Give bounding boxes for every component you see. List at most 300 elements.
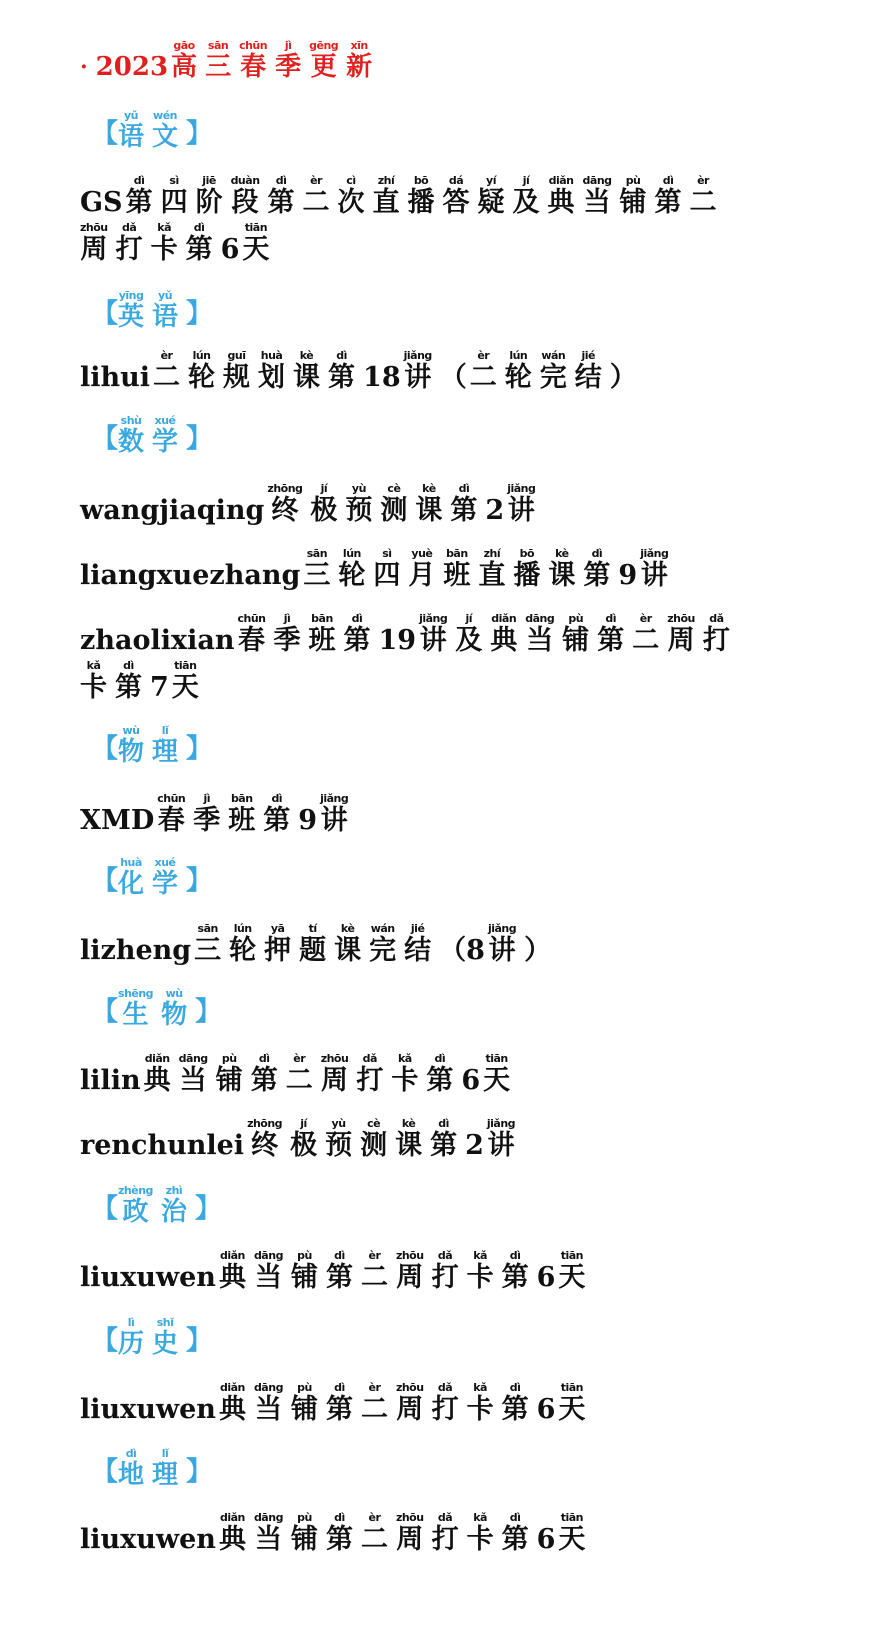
pinyin-char	[254, 1382, 283, 1423]
pinyin-char	[548, 548, 575, 589]
pinyin: èr	[360, 1381, 388, 1394]
latin-text: ）	[524, 935, 552, 966]
pinyin: tiān	[171, 659, 199, 672]
pinyin-char	[470, 350, 497, 391]
hanzi: 第	[501, 1394, 529, 1425]
pinyin-char	[152, 857, 178, 897]
hanzi: 轮	[229, 935, 257, 966]
pinyin-char	[219, 1250, 246, 1291]
pinyin-char	[597, 613, 624, 654]
pinyin-char	[513, 548, 540, 589]
hanzi: 终	[271, 495, 299, 526]
hanzi: 二	[360, 1262, 388, 1293]
hanzi: 卡	[80, 672, 107, 703]
hanzi: 当	[254, 1394, 282, 1425]
hanzi: 周	[80, 234, 108, 265]
pinyin-char	[194, 923, 221, 964]
hanzi: 规	[223, 362, 251, 393]
hanzi: 轮	[338, 560, 366, 591]
pinyin-char	[505, 350, 532, 391]
section-heading-history	[92, 1317, 212, 1357]
pinyin: dǎ	[702, 612, 730, 625]
pinyin-char	[620, 175, 647, 216]
pinyin-char	[172, 660, 199, 701]
teacher-name: lilin	[80, 1065, 141, 1096]
pinyin-char	[326, 1382, 353, 1423]
hanzi: 高	[171, 52, 198, 82]
pinyin-char	[264, 923, 291, 964]
pinyin-char	[275, 40, 301, 80]
bracket-open: 【	[92, 997, 119, 1027]
hanzi: 学	[152, 427, 179, 457]
hanzi: 周	[396, 1524, 424, 1555]
hanzi: 典	[143, 1065, 171, 1096]
pinyin-char	[310, 483, 337, 524]
pinyin-char	[321, 1053, 349, 1094]
course-entry	[80, 1250, 593, 1291]
hanzi: 英	[118, 302, 145, 332]
pinyin: dǎ	[356, 1052, 384, 1065]
hanzi: 卡	[150, 234, 178, 265]
pinyin: kè	[395, 1117, 423, 1130]
pinyin: sān	[205, 39, 232, 52]
pinyin-char	[558, 1382, 585, 1423]
pinyin-char	[562, 613, 589, 654]
pinyin-char	[395, 1118, 422, 1159]
pinyin: chūn	[157, 792, 186, 805]
hanzi: 语	[152, 302, 179, 332]
pinyin-char	[396, 1250, 424, 1291]
hanzi: 段	[231, 187, 259, 218]
hanzi: 课	[334, 935, 362, 966]
pinyin-char	[583, 175, 612, 216]
pinyin: jí	[512, 174, 540, 187]
pinyin: lún	[188, 349, 216, 362]
hanzi: 讲	[640, 560, 668, 591]
hanzi: 讲	[419, 625, 447, 656]
pinyin-char	[80, 222, 108, 263]
bracket-close: 】	[186, 299, 213, 329]
pinyin: èr	[689, 174, 717, 187]
pinyin: dì	[267, 174, 295, 187]
hanzi: 天	[171, 672, 199, 703]
pinyin: yǔ	[118, 109, 145, 122]
pinyin-char	[303, 175, 330, 216]
pinyin: dì	[450, 482, 478, 495]
hanzi: 划	[258, 362, 286, 393]
pinyin: kǎ	[80, 659, 107, 672]
hanzi: 周	[396, 1262, 424, 1293]
hanzi: 季	[193, 805, 221, 836]
pinyin: tí	[299, 922, 327, 935]
pinyin-char	[144, 1053, 171, 1094]
pinyin-char	[432, 1382, 459, 1423]
pinyin-char	[391, 1053, 418, 1094]
hanzi: 二	[469, 362, 497, 393]
pinyin-char	[478, 548, 505, 589]
pinyin-char	[326, 1512, 353, 1553]
hanzi: 打	[431, 1524, 459, 1555]
pinyin-char	[487, 1118, 515, 1159]
course-entry	[80, 1512, 593, 1553]
pinyin: dì	[325, 1511, 353, 1524]
pinyin-char	[157, 793, 185, 834]
pinyin-char	[186, 222, 213, 263]
pinyin: dì	[125, 174, 153, 187]
pinyin: gāo	[171, 39, 198, 52]
pinyin-char	[320, 793, 348, 834]
hanzi: 理	[152, 737, 179, 767]
pinyin-char	[443, 548, 470, 589]
pinyin: dì	[325, 1381, 353, 1394]
latin-text: 9	[618, 560, 638, 591]
hanzi: 第	[583, 560, 611, 591]
hanzi: 周	[667, 625, 695, 656]
pinyin-char	[251, 1053, 278, 1094]
pinyin-char	[152, 1317, 178, 1357]
hanzi: 四	[373, 560, 401, 591]
pinyin: huà	[258, 349, 286, 362]
pinyin-char	[118, 1317, 144, 1357]
pinyin: shēng	[118, 987, 154, 1000]
bracket-open: 【	[92, 119, 119, 149]
hanzi: 完	[539, 362, 567, 393]
bullet: ·	[80, 54, 88, 80]
pinyin: lún	[229, 922, 257, 935]
pinyin-char	[373, 548, 400, 589]
hanzi: 讲	[488, 935, 516, 966]
hanzi: 课	[548, 560, 576, 591]
hanzi: 铺	[562, 625, 590, 656]
pinyin: dǎ	[431, 1511, 459, 1524]
hanzi: 四	[160, 187, 188, 218]
pinyin-char	[273, 613, 300, 654]
pinyin: dì	[583, 547, 611, 560]
hanzi: 轮	[504, 362, 532, 393]
pinyin: dá	[442, 174, 470, 187]
pinyin-char	[369, 923, 396, 964]
hanzi: 及	[455, 625, 483, 656]
pinyin: zhōu	[667, 612, 695, 625]
pinyin-char	[80, 660, 107, 701]
hanzi: 卡	[391, 1065, 419, 1096]
pinyin: jiǎng	[403, 349, 432, 362]
pinyin-char	[293, 350, 320, 391]
hanzi: 讲	[487, 1130, 515, 1161]
hanzi: 第	[267, 187, 295, 218]
pinyin: dì	[185, 221, 213, 234]
hanzi: 第	[325, 1524, 353, 1555]
latin-text: （8	[439, 935, 485, 966]
pinyin: pù	[290, 1249, 318, 1262]
pinyin-char	[247, 1118, 282, 1159]
pinyin-char	[502, 1512, 529, 1553]
pinyin-char	[263, 793, 290, 834]
pinyin: zhōu	[80, 221, 108, 234]
teacher-name: liuxuwen	[80, 1262, 216, 1293]
hanzi: 直	[478, 560, 506, 591]
hanzi: 春	[240, 52, 267, 82]
pinyin-char	[404, 923, 431, 964]
pinyin-char	[396, 1512, 424, 1553]
pinyin: jí	[310, 482, 338, 495]
hanzi: 天	[558, 1262, 586, 1293]
bracket-open: 【	[92, 299, 119, 329]
section-heading-physics	[92, 725, 212, 765]
hanzi: 三	[194, 935, 222, 966]
pinyin: èr	[302, 174, 330, 187]
hanzi: 二	[689, 187, 717, 218]
pinyin: sì	[373, 547, 401, 560]
teacher-name: liuxuwen	[80, 1394, 216, 1425]
pinyin: dì	[263, 792, 291, 805]
hanzi: 班	[308, 625, 336, 656]
pinyin: bān	[228, 792, 256, 805]
hanzi: 第	[125, 187, 153, 218]
section-heading-chemistry	[92, 857, 212, 897]
pinyin: jié	[574, 349, 602, 362]
pinyin: xīn	[346, 39, 373, 52]
hanzi: 第	[115, 672, 142, 703]
pinyin: èr	[285, 1052, 313, 1065]
hanzi: 天	[558, 1524, 586, 1555]
pinyin: dāng	[525, 612, 555, 625]
pinyin-char	[152, 725, 178, 765]
pinyin-char	[640, 548, 668, 589]
pinyin: èr	[360, 1249, 388, 1262]
latin-text: 6	[461, 1065, 481, 1096]
hanzi: 史	[152, 1329, 179, 1359]
hanzi: 月	[408, 560, 436, 591]
pinyin-char	[153, 350, 180, 391]
pinyin: wán	[539, 349, 567, 362]
pinyin: dǎ	[431, 1381, 459, 1394]
pinyin-char	[205, 40, 231, 80]
pinyin: jí	[455, 612, 483, 625]
pinyin: diǎn	[218, 1511, 246, 1524]
pinyin: duàn	[230, 174, 260, 187]
hanzi: 春	[237, 625, 265, 656]
hanzi: 第	[450, 495, 478, 526]
pinyin-char	[426, 1053, 453, 1094]
hanzi: 二	[302, 187, 330, 218]
pinyin: lǐ	[152, 724, 179, 737]
hanzi: 第	[343, 625, 371, 656]
pinyin-char	[507, 483, 535, 524]
pinyin: jiǎng	[507, 482, 536, 495]
pinyin: lún	[338, 547, 366, 560]
pinyin: jié	[404, 922, 432, 935]
pinyin-char	[118, 1448, 144, 1488]
hanzi: 二	[632, 625, 660, 656]
pinyin: dì	[501, 1381, 529, 1394]
hanzi: 课	[415, 495, 443, 526]
course-entry	[80, 793, 356, 834]
hanzi: 终	[251, 1130, 279, 1161]
hanzi: 周	[321, 1065, 348, 1096]
latin-text: 7	[150, 672, 169, 703]
pinyin-char	[299, 923, 326, 964]
pinyin: yā	[264, 922, 292, 935]
hanzi: 结	[574, 362, 602, 393]
pinyin: tiān	[558, 1249, 586, 1262]
bracket-close: 】	[186, 119, 213, 149]
pinyin: èr	[469, 349, 497, 362]
hanzi: 卡	[466, 1524, 494, 1555]
pinyin: zhōu	[320, 1052, 349, 1065]
pinyin: wù	[118, 724, 145, 737]
hanzi: 二	[360, 1394, 388, 1425]
latin-text: 9	[298, 805, 318, 836]
course-entry	[80, 923, 554, 964]
pinyin: jì	[273, 612, 301, 625]
pinyin: dì	[343, 612, 371, 625]
teacher-name: lizheng	[80, 935, 192, 966]
pinyin: èr	[632, 612, 660, 625]
hanzi: 第	[325, 1394, 353, 1425]
pinyin: jì	[275, 39, 302, 52]
pinyin: dāng	[253, 1381, 283, 1394]
pinyin: jiǎng	[487, 922, 517, 935]
pinyin: diǎn	[218, 1249, 246, 1262]
pinyin-char	[430, 1118, 457, 1159]
hanzi: 新	[346, 52, 373, 82]
pinyin-char	[513, 175, 540, 216]
pinyin-char	[488, 923, 516, 964]
update-title	[80, 40, 380, 80]
bracket-open: 【	[92, 1457, 119, 1487]
bracket-close: 】	[194, 1194, 221, 1224]
pinyin: dāng	[582, 174, 612, 187]
pinyin-char	[373, 175, 400, 216]
pinyin-char	[404, 350, 432, 391]
pinyin-char	[161, 175, 188, 216]
pinyin-char	[408, 548, 435, 589]
pinyin: jiǎng	[486, 1117, 516, 1130]
pinyin: huà	[118, 856, 145, 869]
hanzi: 物	[118, 737, 145, 767]
hanzi: 当	[583, 187, 611, 218]
hanzi: 极	[290, 1130, 318, 1161]
pinyin-char	[325, 1118, 352, 1159]
hanzi: 打	[431, 1394, 459, 1425]
bracket-close: 】	[186, 866, 213, 896]
pinyin-char	[118, 415, 144, 455]
pinyin-char	[558, 1512, 585, 1553]
pinyin-char	[432, 1512, 459, 1553]
pinyin: pù	[290, 1511, 318, 1524]
pinyin: pù	[215, 1052, 243, 1065]
hanzi: 班	[443, 560, 471, 591]
bracket-close: 】	[186, 1326, 213, 1356]
pinyin: kǎ	[391, 1052, 419, 1065]
pinyin: yīng	[118, 289, 145, 302]
pinyin: èr	[153, 349, 181, 362]
pinyin-char	[118, 110, 144, 150]
hanzi: 周	[396, 1394, 424, 1425]
pinyin-char	[219, 1512, 246, 1553]
pinyin-char	[242, 222, 269, 263]
pinyin: sì	[160, 174, 188, 187]
hanzi: 天	[558, 1394, 586, 1425]
pinyin: dì	[250, 1052, 278, 1065]
hanzi: 二	[153, 362, 181, 393]
pinyin-char	[450, 483, 477, 524]
pinyin-char	[152, 415, 178, 455]
hanzi: 预	[325, 1130, 353, 1161]
pinyin-char	[346, 40, 372, 80]
hanzi: 第	[654, 187, 682, 218]
pinyin: jiǎng	[640, 547, 669, 560]
pinyin-char	[467, 1250, 494, 1291]
hanzi: 第	[325, 1262, 353, 1293]
pinyin-char	[228, 793, 255, 834]
pinyin: dāng	[253, 1511, 283, 1524]
pinyin-char	[116, 222, 143, 263]
pinyin-char	[118, 725, 144, 765]
hanzi: 结	[404, 935, 432, 966]
pinyin: pù	[619, 174, 647, 187]
hanzi: 班	[228, 805, 256, 836]
pinyin-char	[343, 613, 370, 654]
pinyin-char	[161, 1185, 187, 1225]
pinyin: zhōng	[247, 1117, 283, 1130]
hanzi: 押	[264, 935, 292, 966]
teacher-name: renchunlei	[80, 1130, 245, 1161]
hanzi: 第	[263, 805, 291, 836]
pinyin: zhí	[478, 547, 506, 560]
course-entry	[80, 1118, 523, 1159]
hanzi: 季	[275, 52, 302, 82]
course-entry	[80, 350, 640, 391]
pinyin-char	[667, 613, 695, 654]
pinyin: kè	[293, 349, 321, 362]
pinyin: jiǎng	[419, 612, 448, 625]
hanzi: 课	[395, 1130, 423, 1161]
hanzi: 讲	[320, 805, 348, 836]
pinyin-char	[254, 1250, 283, 1291]
pinyin-char	[360, 1118, 387, 1159]
pinyin-char	[152, 1448, 178, 1488]
hanzi: 阶	[195, 187, 223, 218]
teacher-name: XMD	[80, 805, 155, 836]
hanzi: 第	[250, 1065, 278, 1096]
hanzi: 当	[254, 1262, 282, 1293]
hanzi: 卡	[466, 1394, 494, 1425]
teacher-name: liangxuezhang	[80, 560, 301, 591]
bracket-close: 】	[186, 424, 213, 454]
hanzi: 铺	[215, 1065, 243, 1096]
pinyin: bō	[513, 547, 541, 560]
latin-text: 6	[536, 1262, 556, 1293]
hanzi: 第	[501, 1262, 529, 1293]
pinyin: pù	[290, 1381, 318, 1394]
pinyin: chūn	[239, 39, 268, 52]
pinyin-char	[478, 175, 505, 216]
latin-text: 2	[465, 1130, 484, 1161]
pinyin: dāng	[253, 1249, 283, 1262]
bracket-close: 】	[186, 1457, 213, 1487]
pinyin: guī	[223, 349, 251, 362]
pinyin: dì	[328, 349, 356, 362]
pinyin-char	[193, 793, 220, 834]
latin-text: ）	[609, 362, 637, 393]
course-entry	[80, 483, 543, 524]
section-heading-biology	[92, 988, 221, 1028]
hanzi: 当	[526, 625, 554, 656]
hanzi: 当	[254, 1524, 282, 1555]
pinyin: bō	[407, 174, 435, 187]
